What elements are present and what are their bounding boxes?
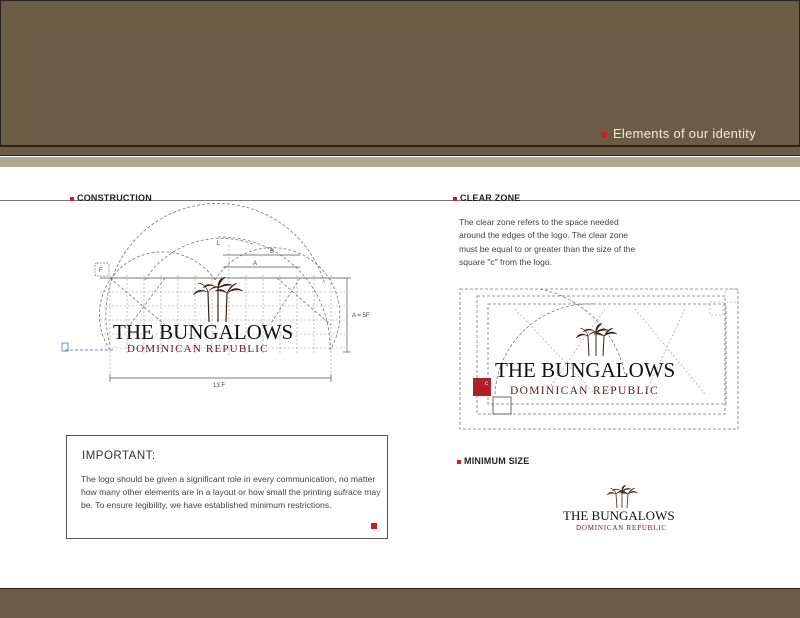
clear-zone-square-outline	[493, 397, 511, 414]
dim-a-label: A	[253, 261, 258, 267]
important-box	[66, 435, 388, 539]
header-band-dark	[0, 146, 800, 156]
clear-zone-diagram	[455, 284, 745, 434]
important-body: The logo should be given a significant role in every communication, no matter how many other elements are in a layout or how small the printing sufrace may be. To ensure legibility, we have established minimum restrictions.	[81, 474, 381, 510]
dim-width-label: 13 F	[213, 383, 226, 389]
red-square-icon	[453, 197, 457, 201]
dim-a-eq-label: A = 5F	[352, 313, 370, 319]
clear-zone-logo-sub: DOMINICAN REPUBLIC	[510, 385, 659, 397]
clear-zone-heading-text: CLEAR ZONE	[460, 193, 521, 203]
palm-tree-icon	[607, 485, 638, 508]
important-title: IMPORTANT:	[82, 450, 156, 462]
construction-logo-title: THE BUNGALOWS	[113, 320, 294, 344]
footer-banner	[0, 588, 800, 618]
clear-zone-logo-title: THE BUNGALOWS	[495, 358, 676, 382]
minimum-size-heading-text: MINIMUM SIZE	[464, 456, 530, 466]
construction-diagram	[55, 225, 395, 395]
clear-zone-square-label: c	[485, 381, 488, 387]
red-square-icon	[70, 197, 74, 201]
dim-b-label: B	[270, 249, 275, 255]
minimum-size-heading	[457, 456, 529, 466]
clear-zone-square-c	[473, 378, 491, 396]
header-title-text: Elements of our identity	[612, 126, 756, 141]
header-band-light	[0, 157, 800, 167]
dim-f-label: F	[99, 268, 103, 274]
minimum-size-logo-sub: DOMINICAN REPUBLIC	[576, 524, 667, 532]
clear-zone-heading	[453, 193, 521, 203]
palm-tree-icon	[576, 323, 617, 356]
minimum-size-logo-title: THE BUNGALOWS	[563, 508, 675, 523]
header-title	[601, 126, 756, 141]
minimum-size-logo	[560, 484, 690, 536]
clear-zone-description: The clear zone refers to the space needed around the edges of the logo. The clear zone must be equal to or greater than the size of the square "c" from the logo.	[459, 217, 636, 268]
red-square-icon	[457, 460, 461, 464]
construction-grid	[100, 245, 345, 375]
red-square-icon	[601, 132, 607, 138]
red-square-icon	[371, 523, 377, 529]
dim-l-label: L	[217, 241, 221, 247]
construction-heading	[70, 193, 152, 203]
construction-heading-text: CONSTRUCTION	[77, 193, 152, 203]
header-banner	[0, 0, 800, 146]
construction-logo-sub: DOMINICAN REPUBLIC	[127, 343, 269, 355]
construction-arc	[145, 238, 258, 280]
palm-tree-icon	[193, 277, 243, 322]
